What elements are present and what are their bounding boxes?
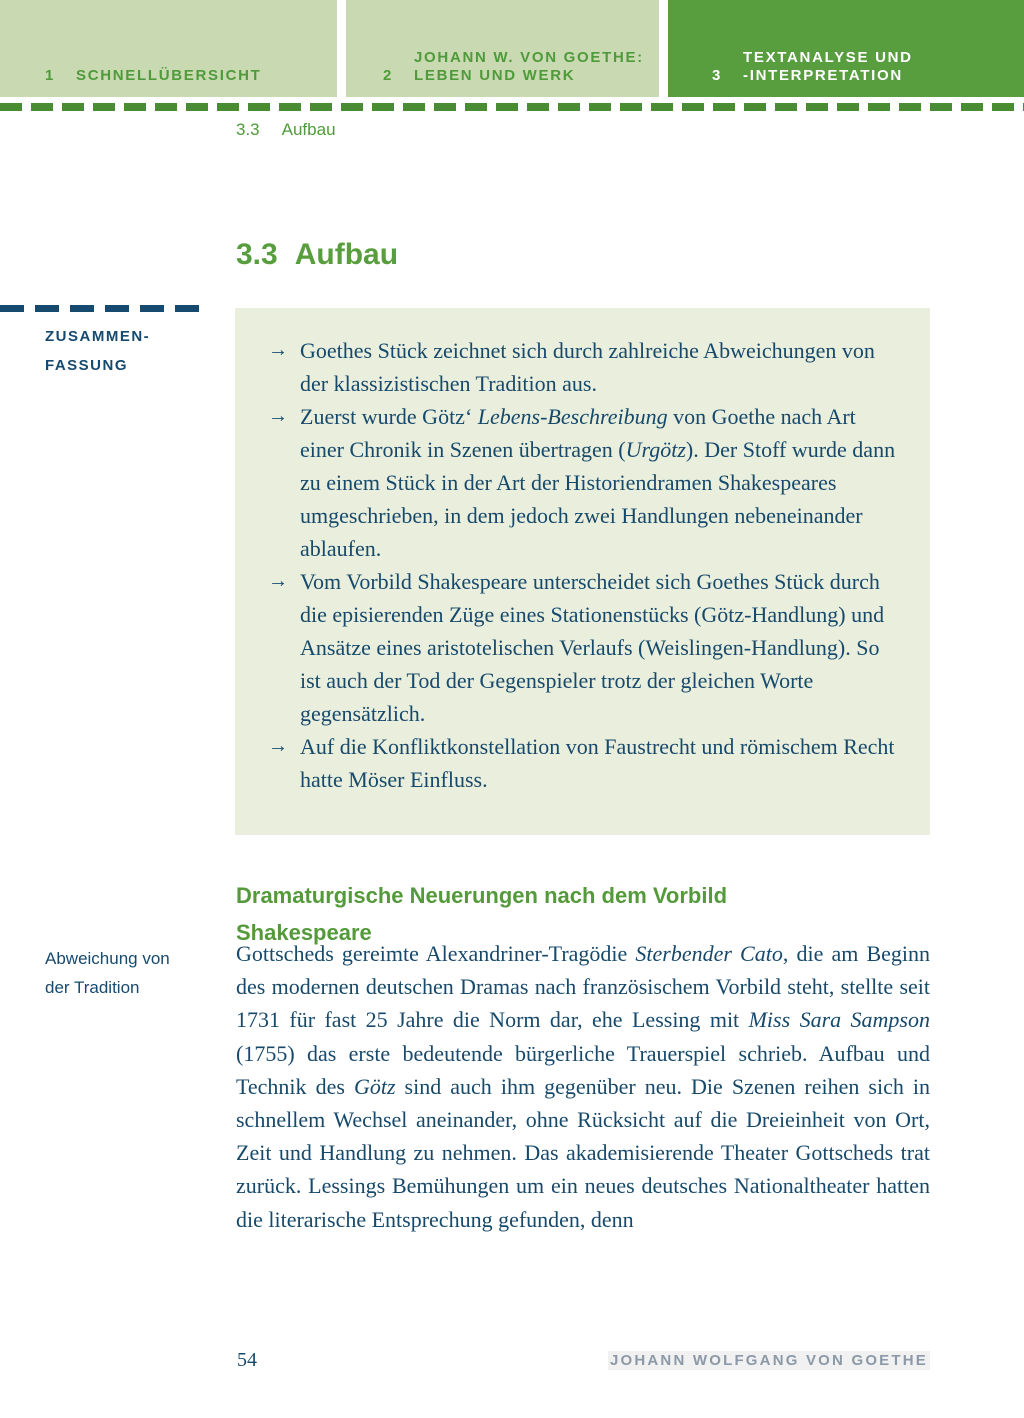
summary-bullet — [268, 730, 900, 796]
sidebar-margin-note-line1: Abweichung von — [45, 949, 170, 968]
chapter-tab-bar — [0, 0, 1024, 97]
tab-number: 2 — [383, 67, 394, 84]
summary-bullet — [268, 334, 900, 400]
arrow-bullet-icon: → — [268, 339, 288, 361]
sidebar-margin-note — [45, 944, 170, 1002]
sidebar-summary-label-line1: ZUSAMMEN- — [45, 328, 151, 345]
tab-schnelluebersicht — [0, 0, 337, 97]
summary-bullet-text: Vom Vorbild Shakespeare unterscheidet sich Goethes Stück durch die episierenden Züge eines Stationenstücks (Götz-Handlung) und Ansätze eines aristotelischen Verlaufs (Weislingen-Handlung). So ist auch der Tod der Gegenspieler trotz der gleichen Worte gegensätzlich. — [300, 569, 885, 726]
tab-textanalyse-und-interpretation — [668, 0, 1024, 97]
tab-number: 3 — [712, 67, 723, 84]
sidebar-summary-label — [45, 322, 150, 380]
summary-bullet — [268, 565, 900, 730]
arrow-bullet-icon: → — [268, 405, 288, 427]
tab-label-line2: LEBEN UND WERK — [414, 67, 576, 84]
tab-label-line1: TEXTANALYSE UND — [743, 49, 913, 66]
summary-bullet-text: Zuerst wurde Götz‘ Lebens-Beschreibung von Goethe nach Art einer Chronik in Szenen übertragen (Urgötz). Der Stoff wurde dann zu einem Stück in der Art der Historiendramen Shakespeares umgeschrieben, in dem jedoch zwei Handlungen nebeneinander ablaufen. — [300, 404, 896, 561]
page-title-text: Aufbau — [294, 238, 399, 271]
summary-bullet-text: Goethes Stück zeichnet sich durch zahlreiche Abweichungen von der klassizistischen Tradition aus. — [300, 338, 875, 396]
green-dashed-divider — [0, 103, 1024, 111]
summary-bullet — [268, 400, 900, 565]
page-title-number: 3.3 — [236, 238, 278, 271]
breadcrumb-label: Aufbau — [281, 120, 336, 139]
sidebar-summary-label-line2: FASSUNG — [45, 357, 129, 374]
page-title — [236, 238, 398, 272]
tab-label-line1: JOHANN W. VON GOETHE: — [414, 49, 644, 66]
sidebar-margin-note-line2: der Tradition — [45, 978, 140, 997]
tab-label-line2: -INTERPRETATION — [743, 67, 903, 84]
summary-bullet-text: Auf die Konfliktkonstellation von Faustrecht und römischem Recht hatte Möser Einfluss. — [300, 734, 895, 792]
navy-dashed-divider — [0, 305, 205, 312]
tab-goethe-leben-und-werk — [346, 0, 659, 97]
body-paragraph: Gottscheds gereimte Alexandriner-Tragödie Sterbender Cato, die am Beginn des modernen deutschen Dramas nach französischem Vorbild steht, stellte seit 1731 für fast 25 Jahre die Norm dar, ehe Lessing mit Miss Sara Sampson (1755) das erste bedeutende bürgerliche Trauerspiel schrieb. Aufbau und Technik des Götz sind auch ihm gegenüber neu. Die Szenen reihen sich in schnellem Wechsel aneinander, ohne Rücksicht auf die Dreieinheit von Ort, Zeit und Handlung zu nehmen. Das akademisierende Theater Gottscheds trat zurück. Lessings Bemühungen um ein neues deutsches Nationaltheater hatten die literarische Entsprechung gefunden, denn — [236, 941, 931, 1232]
section-subheading: Dramaturgische Neuerungen nach dem Vorbild Shakespeare — [236, 883, 728, 945]
arrow-bullet-icon: → — [268, 570, 288, 592]
summary-box — [235, 308, 930, 835]
tab-label: SCHNELLÜBERSICHT — [76, 67, 262, 84]
breadcrumb-number: 3.3 — [236, 120, 260, 139]
running-title: JOHANN WOLFGANG VON GOETHE — [609, 1352, 928, 1369]
page-number: 54 — [237, 1349, 257, 1371]
breadcrumb — [236, 120, 336, 140]
arrow-bullet-icon: → — [268, 735, 288, 757]
summary-bullet-list — [268, 334, 900, 796]
tab-number: 1 — [45, 67, 56, 84]
